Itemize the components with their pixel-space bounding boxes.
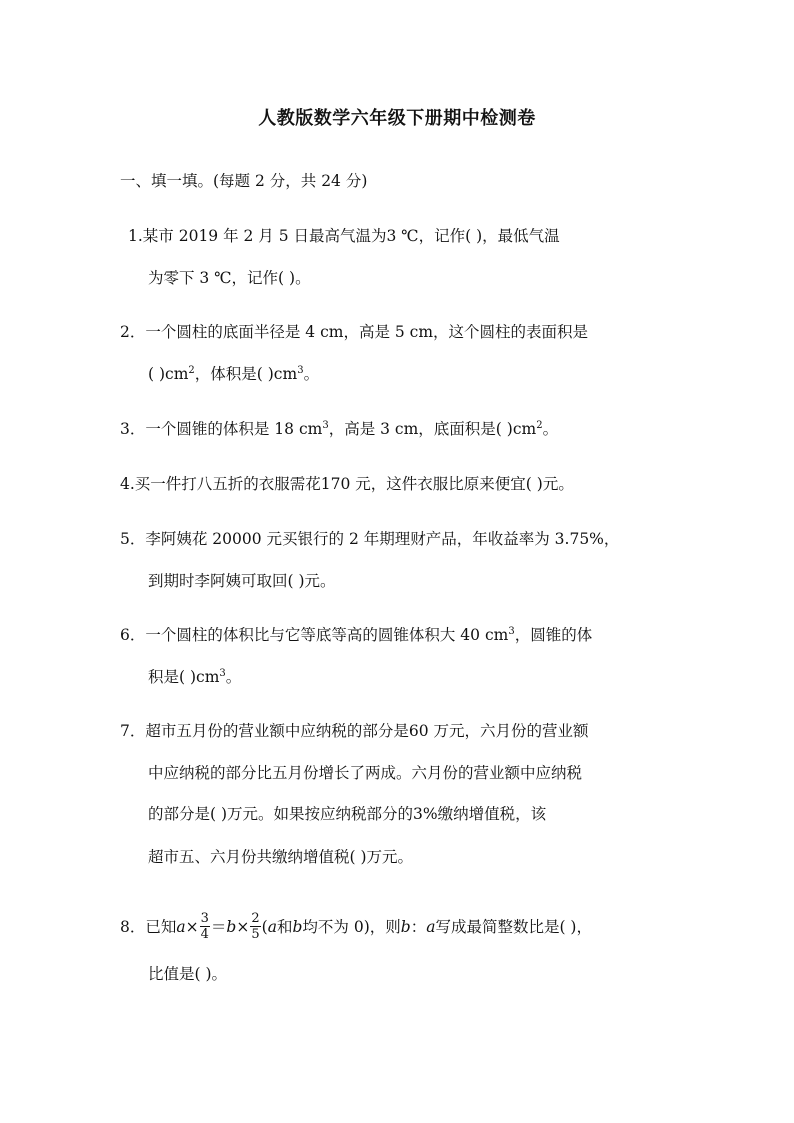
question-4-line-1: 4.买一件打八五折的衣服需花170 元，这件衣服比原来便宜( )元。 xyxy=(120,475,574,493)
question-8-line-1: 8．已知a× $\frac{3}{4}$ ＝b× $\frac{2}{5}$ (a和b均不为 0)，则b：a写成最简整数比是( )， xyxy=(120,910,592,942)
question-2-line-2: ( )$cm^2$，体积是( )$cm^3$。 xyxy=(148,365,320,383)
question-3-line-1: 3．一个圆锥的体积是 18 $cm^3$，高是 3 cm，底面积是( )$cm^2$。 xyxy=(120,420,559,438)
question-7-line-2: 中应纳税的部分比五月份增长了两成。六月份的营业额中应纳税 xyxy=(148,764,583,782)
question-1-line-1: 1.某市 2019 年 2 月 5 日最高气温为3 ℃，记作( )，最低气温 xyxy=(128,227,560,245)
fraction-two-fifths: $\frac{2}{5}$ xyxy=(251,910,260,942)
question-2-line-1: 2．一个圆柱的底面半径是 4 cm，高是 5 cm，这个圆柱的表面积是 xyxy=(120,323,589,341)
question-7-line-4: 超市五、六月份共缴纳增值税( )万元。 xyxy=(148,848,414,866)
fraction-three-quarters: $\frac{3}{4}$ xyxy=(200,910,209,942)
question-5-line-2: 到期时李阿姨可取回( )元。 xyxy=(148,572,336,590)
section-heading: 一、填一填。(每题 2 分，共 24 分) xyxy=(120,172,368,190)
question-6-line-1: 6．一个圆柱的体积比与它等底等高的圆锥体积大 40 $cm^3$，圆锥的体 xyxy=(120,626,593,644)
question-5-line-1: 5．李阿姨花 20000 元买银行的 2 年期理财产品，年收益率为 3.75%， xyxy=(120,530,620,548)
question-8-line-2: 比值是( )。 xyxy=(148,965,228,983)
question-7-line-1: 7．超市五月份的营业额中应纳税的部分是60 万元，六月份的营业额 xyxy=(120,722,589,740)
page-title: 人教版数学六年级下册期中检测卷 xyxy=(258,108,536,129)
question-7-line-3: 的部分是( )万元。如果按应纳税部分的3%缴纳增值税，该 xyxy=(148,805,547,823)
question-1-line-2: 为零下 3 ℃，记作( )。 xyxy=(148,269,311,287)
question-6-line-2: 积是( )$cm^3$。 xyxy=(148,668,242,686)
